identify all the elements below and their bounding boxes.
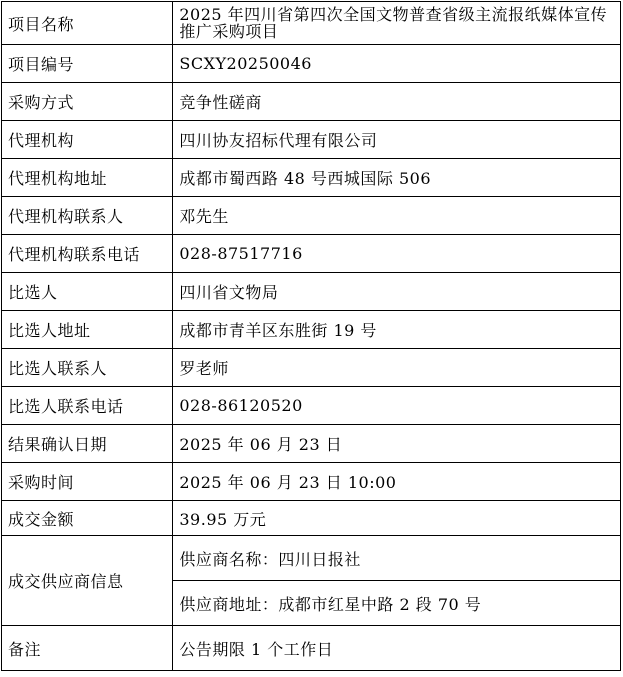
value-purchaser: 四川省文物局 (173, 273, 621, 311)
value-project-name: 2025 年四川省第四次全国文物普查省级主流报纸媒体宣传推广采购项目 (173, 2, 621, 45)
value-purchaser-address: 成都市青羊区东胜街 19 号 (173, 311, 621, 349)
value-purchaser-phone: 028-86120520 (173, 387, 621, 425)
label-purchaser-contact: 比选人联系人 (2, 349, 173, 387)
row-agency-phone (2, 235, 621, 273)
row-procurement-time (2, 463, 621, 501)
row-purchaser (2, 273, 621, 311)
row-agency (2, 121, 621, 159)
row-remark (2, 626, 621, 671)
value-purchaser-contact: 罗老师 (173, 349, 621, 387)
value-confirm-date: 2025 年 06 月 23 日 (173, 425, 621, 463)
value-procurement-time: 2025 年 06 月 23 日 10:00 (173, 463, 621, 501)
label-agency: 代理机构 (2, 121, 173, 159)
row-purchaser-address (2, 311, 621, 349)
label-procurement-time: 采购时间 (2, 463, 173, 501)
value-deal-amount: 39.95 万元 (173, 501, 621, 536)
value-agency-address: 成都市蜀西路 48 号西城国际 506 (173, 159, 621, 197)
label-procurement-method: 采购方式 (2, 83, 173, 121)
label-agency-contact: 代理机构联系人 (2, 197, 173, 235)
label-agency-address: 代理机构地址 (2, 159, 173, 197)
row-purchaser-contact (2, 349, 621, 387)
value-procurement-method: 竞争性磋商 (173, 83, 621, 121)
label-purchaser-phone: 比选人联系电话 (2, 387, 173, 425)
label-supplier-info: 成交供应商信息 (2, 536, 173, 626)
label-purchaser-address: 比选人地址 (2, 311, 173, 349)
label-agency-phone: 代理机构联系电话 (2, 235, 173, 273)
procurement-result-table (1, 1, 621, 671)
value-agency: 四川协友招标代理有限公司 (173, 121, 621, 159)
label-project-number: 项目编号 (2, 45, 173, 83)
row-agency-address (2, 159, 621, 197)
label-purchaser: 比选人 (2, 273, 173, 311)
label-confirm-date: 结果确认日期 (2, 425, 173, 463)
value-project-number: SCXY20250046 (173, 45, 621, 83)
value-supplier-name: 供应商名称：四川日报社 (173, 536, 621, 581)
value-agency-phone: 028-87517716 (173, 235, 621, 273)
row-agency-contact (2, 197, 621, 235)
value-agency-contact: 邓先生 (173, 197, 621, 235)
value-remark: 公告期限 1 个工作日 (173, 626, 621, 671)
label-deal-amount: 成交金额 (2, 501, 173, 536)
label-project-name: 项目名称 (2, 2, 173, 45)
row-procurement-method (2, 83, 621, 121)
row-purchaser-phone (2, 387, 621, 425)
row-confirm-date (2, 425, 621, 463)
row-supplier-name (2, 536, 621, 581)
label-remark: 备注 (2, 626, 173, 671)
row-project-name (2, 2, 621, 45)
row-project-number (2, 45, 621, 83)
value-supplier-address: 供应商地址：成都市红星中路 2 段 70 号 (173, 581, 621, 626)
row-deal-amount (2, 501, 621, 536)
